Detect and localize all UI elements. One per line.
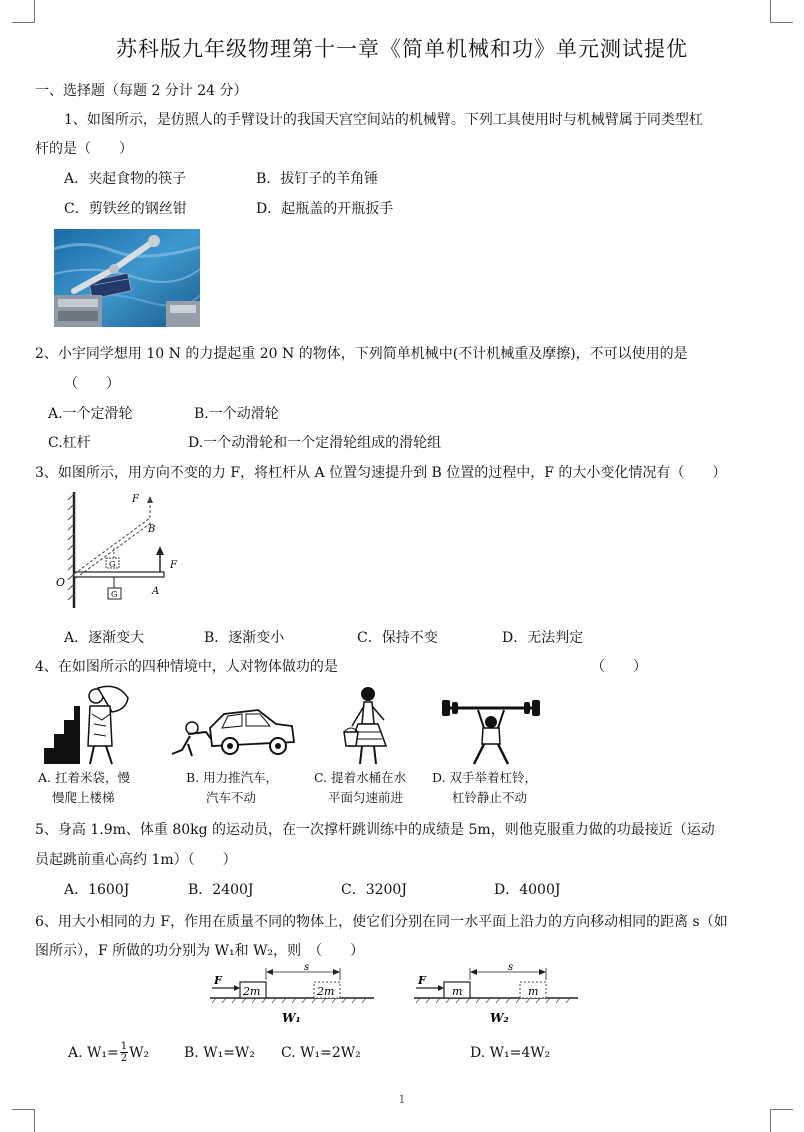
lever-diagram: [52, 490, 192, 610]
w1-label: W₁: [282, 1011, 301, 1025]
page-number: 1: [398, 1093, 406, 1106]
fraction-denominator: 2: [120, 1053, 128, 1064]
fraction-numerator: 1: [120, 1041, 128, 1052]
q1-option-a[interactable]: A．夹起食物的筷子: [64, 171, 187, 187]
q3-option-d[interactable]: D．无法判定: [502, 630, 584, 646]
section-heading: 一、选择题（每题 2 分计 24 分）: [35, 83, 248, 99]
q2-option-a[interactable]: A.一个定滑轮: [48, 406, 133, 422]
q5-option-a[interactable]: A．1600J: [64, 882, 130, 898]
work-diagram-w1: [210, 964, 382, 1028]
corner-mark-bottom-right: [770, 1109, 793, 1132]
corner-mark-top-left: [12, 0, 35, 23]
q3-stem-line1: 3、如图所示，用方向不变的力 F，将杠杆从 A 位置匀速提升到 B 位置的过程中，F 的大小变化情况有（ ）: [35, 465, 727, 481]
lever-label-a: A: [152, 586, 160, 597]
q5-stem-line1: 5、身高 1.9m、体重 80kg 的运动员，在一次撑杆跳训练中的成绩是 5m，则他克服重力做的功最接近（运动: [35, 822, 715, 838]
q6-option-d[interactable]: D. W₁=4W₂: [470, 1045, 551, 1061]
q2-option-c[interactable]: C.杠杆: [48, 435, 91, 451]
w1-label-mass: 2m: [243, 985, 261, 998]
lever-label-o: O: [56, 576, 66, 589]
scenario-a-caption: A. 扛着米袋，慢 慢爬上楼梯: [38, 770, 130, 805]
lever-label-f-top: F: [132, 494, 139, 505]
w2-label-f: F: [418, 974, 426, 987]
work-scenarios-illustration: [40, 684, 550, 766]
page-title: 苏科版九年级物理第十一章《简单机械和功》单元测试提优: [116, 37, 688, 61]
work-diagram-w2: [414, 964, 586, 1028]
q3-option-c[interactable]: C．保持不变: [357, 630, 438, 646]
q4-answer-bracket: （ ）: [591, 659, 647, 675]
scenario-d-caption: D. 双手举着杠铃， 杠铃静止不动: [432, 770, 538, 805]
q5-option-d[interactable]: D．4000J: [494, 882, 561, 898]
q1-option-d[interactable]: D．起瓶盖的开瓶扳手: [256, 201, 394, 217]
q5-option-c[interactable]: C．3200J: [341, 882, 407, 898]
w1-label-f: F: [214, 974, 222, 987]
scenario-c-image: [344, 687, 386, 764]
q2-stem-line2: （ ）: [64, 376, 120, 392]
q1-stem-line1: 1、如图所示，是仿照人的手臂设计的我国天宫空间站的机械臂。下列工具使用时与机械臂属于同类型杠: [64, 112, 703, 128]
q1-option-b[interactable]: B．拔钉子的羊角锤: [256, 171, 379, 187]
lever-label-g-lower: G: [111, 590, 118, 599]
q2-stem-line1: 2、小宇同学想用 10 N 的力提起重 20 N 的物体，下列简单机械中(不计机械重及摩擦)，不可以使用的是: [35, 346, 688, 362]
q6-option-c[interactable]: C. W₁=2W₂: [281, 1045, 361, 1061]
lever-label-f-right: F: [170, 560, 177, 571]
q4-stem-line1: 4、在如图所示的四种情境中，人对物体做功的是: [35, 659, 338, 675]
w1-label-mass-moved: 2m: [317, 985, 335, 998]
lever-label-g-upper: G: [109, 560, 116, 569]
corner-mark-bottom-left: [12, 1109, 35, 1132]
q6-stem-line2: 图所示），F 所做的功分别为 W₁和 W₂，则 （ ）: [35, 943, 365, 959]
w2-label-s: s: [508, 964, 514, 973]
scenario-d-image: [442, 700, 540, 764]
scenario-b-caption: B. 用力推汽车， 汽车不动: [186, 770, 279, 805]
robot-arm-photo: [54, 229, 200, 327]
lever-label-b: B: [148, 524, 156, 535]
q3-option-b[interactable]: B．逐渐变小: [204, 630, 285, 646]
q3-option-a[interactable]: A．逐渐变大: [64, 630, 145, 646]
w1-label-s: s: [304, 964, 310, 973]
q6-option-b[interactable]: B. W₁=W₂: [184, 1045, 255, 1061]
w2-label-mass: m: [452, 985, 463, 998]
scenario-a-image: [44, 686, 128, 764]
q6-stem-line1: 6、用大小相同的力 F，作用在质量不同的物体上，使它们分别在同一水平面上沿力的方向移动相同的距离 s（如: [35, 914, 728, 930]
q2-option-d[interactable]: D.一个动滑轮和一个定滑轮组成的滑轮组: [188, 435, 442, 451]
w2-label: W₂: [490, 1011, 509, 1025]
q6-option-a-fraction: [120, 1041, 128, 1064]
q6-option-a-prefix: A. W₁=: [68, 1044, 119, 1061]
q2-option-b[interactable]: B.一个动滑轮: [194, 406, 279, 422]
q5-stem-line2: 员起跳前重心高约 1m）（ ）: [35, 852, 237, 868]
q1-stem-line2: 杆的是（ ）: [35, 141, 133, 157]
q6-option-a-suffix: W₂: [129, 1044, 150, 1061]
q1-option-c[interactable]: C．剪铁丝的钢丝钳: [64, 201, 187, 217]
w2-label-mass-moved: m: [528, 985, 539, 998]
q5-option-b[interactable]: B．2400J: [188, 882, 254, 898]
scenario-c-caption: C. 提着水桶在水 平面匀速前进: [314, 770, 407, 805]
corner-mark-top-right: [770, 0, 793, 23]
scenario-b-image: [172, 710, 294, 756]
q6-option-a[interactable]: [68, 1041, 149, 1064]
